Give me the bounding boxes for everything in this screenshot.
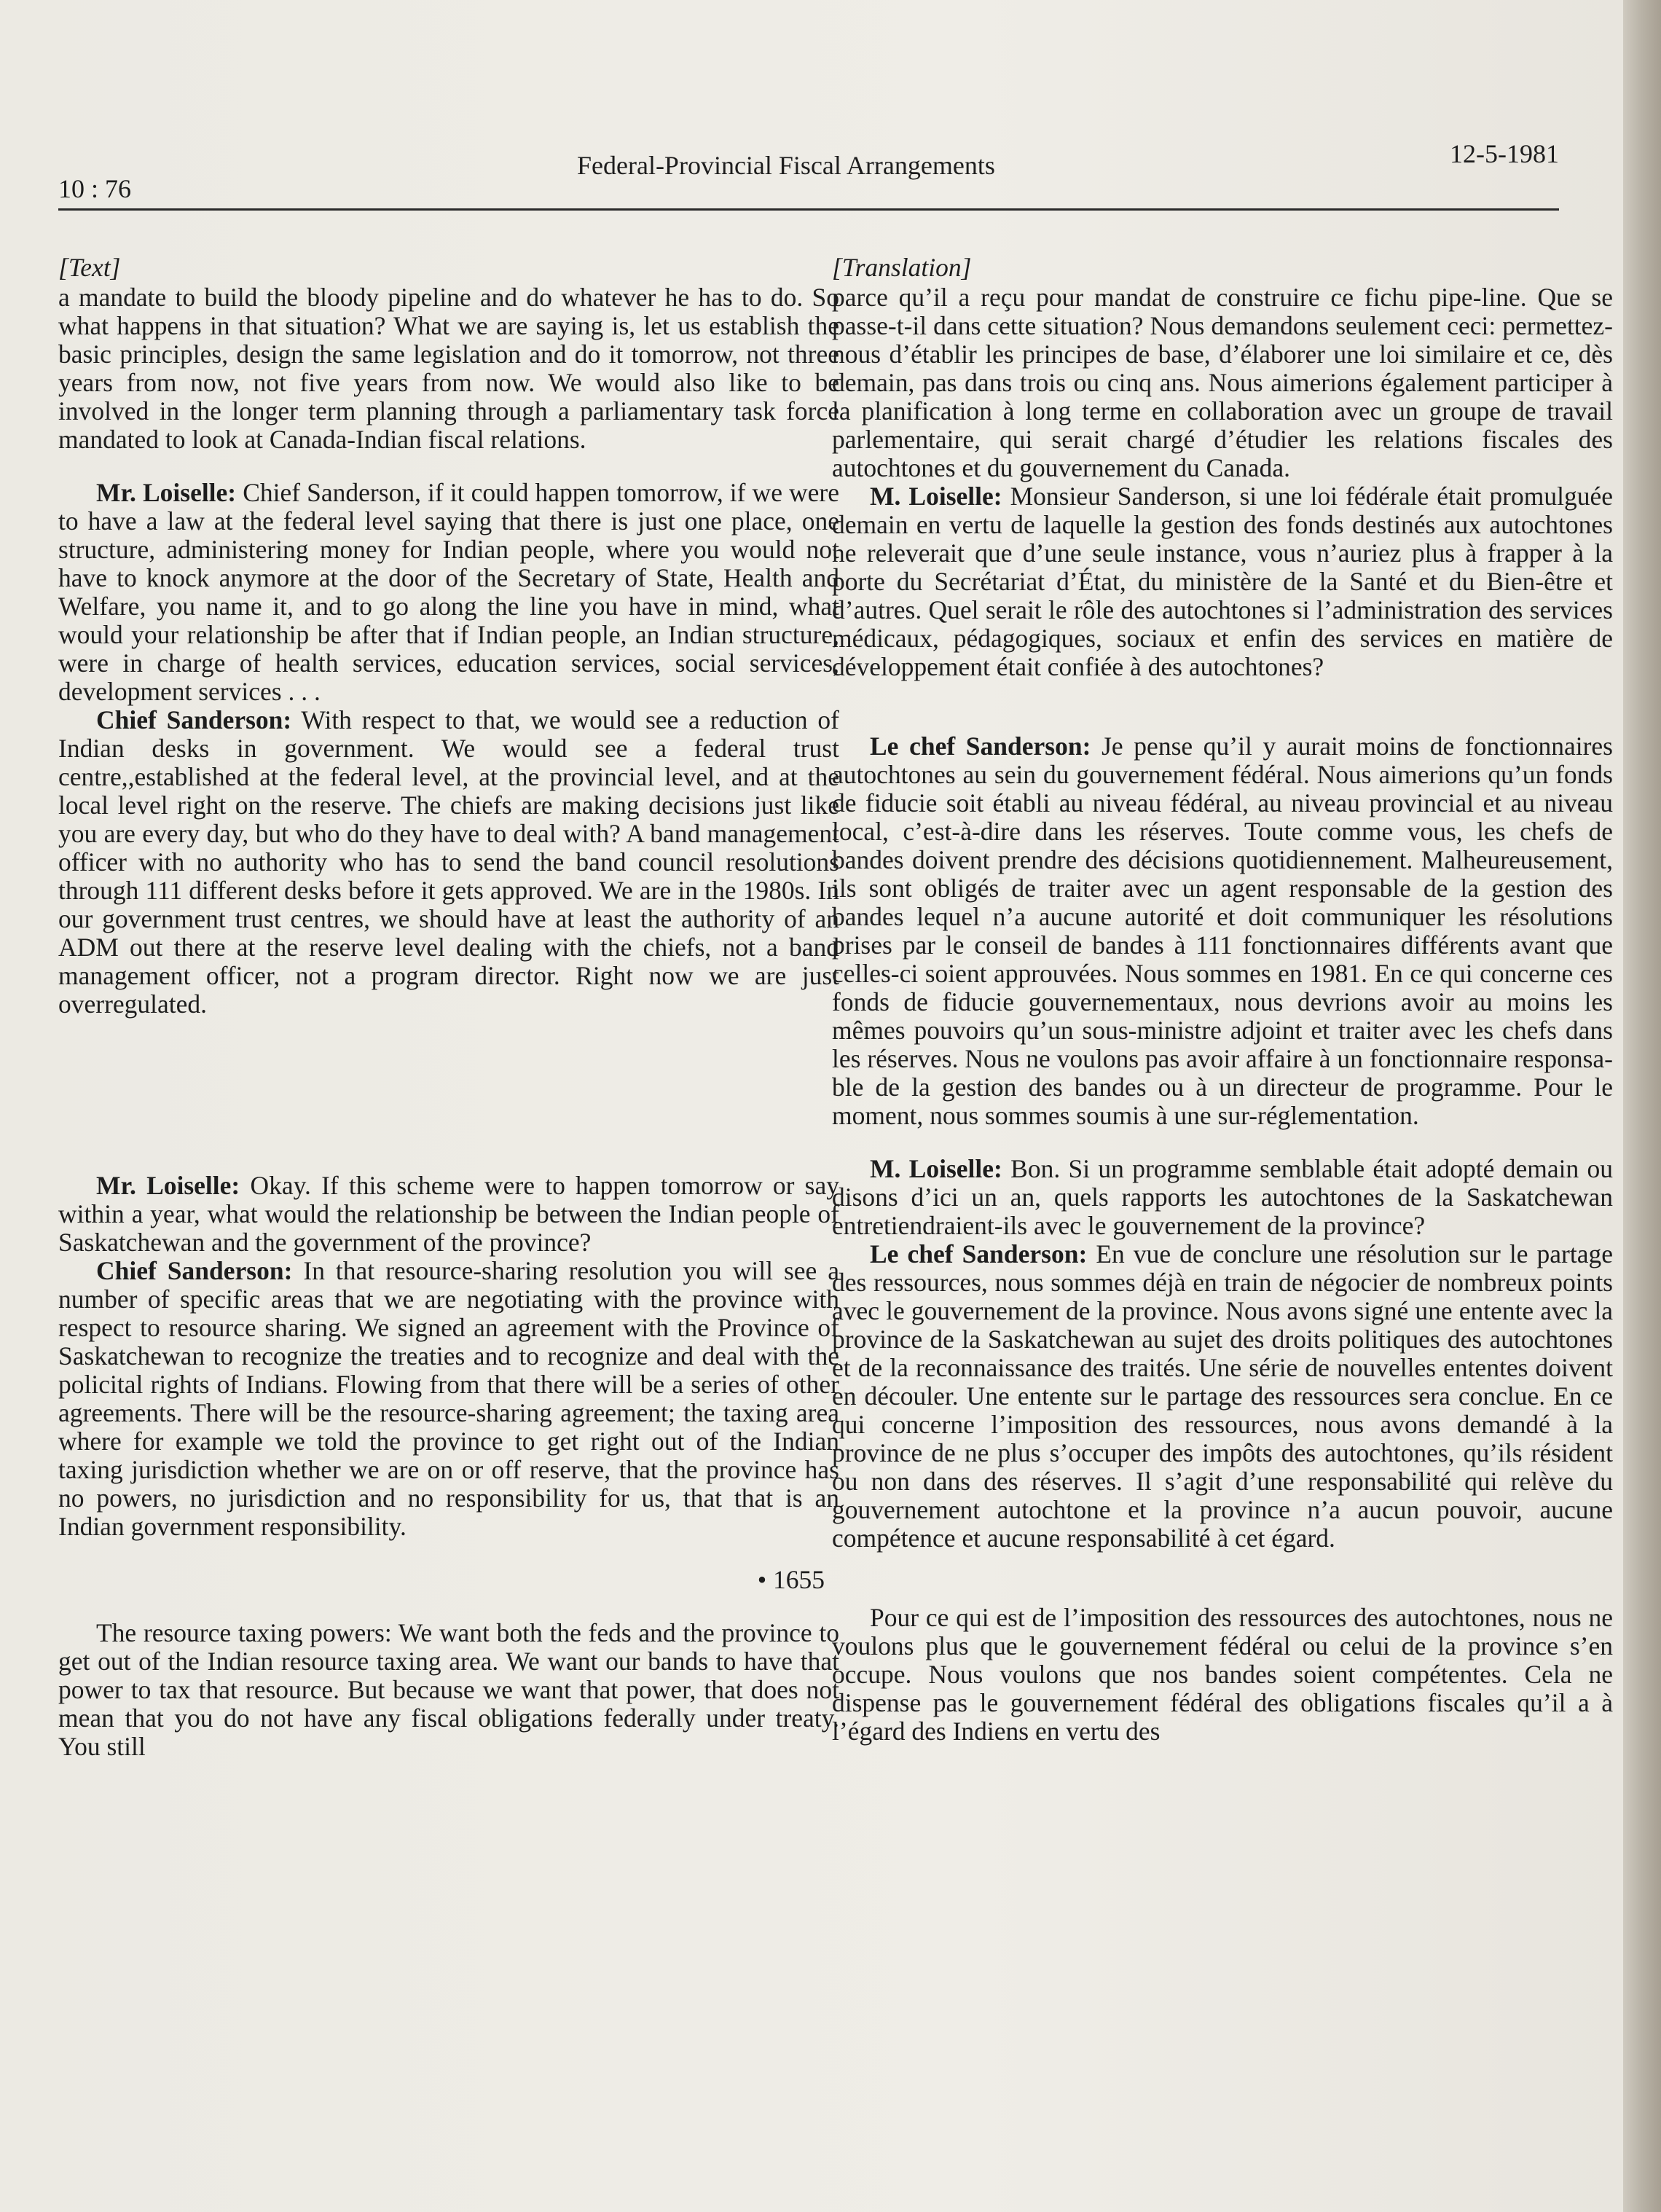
paragraph: parce qu’il a reçu pour mandat de construire ce fichu pipe-line. Que se passe-t-il dans cette situation? Nous demandons seulement ceci: permettez-nous d’établir les principes de base, d’élaborer une loi similaire et ce, dès demain, pas dans trois ou cinq ans. Nous aimerions également participer à la planification à long terme en collaboration avec un groupe de travail parlementaire, qui serait chargé d’étudier les relations fiscales des autochtones et du gouvernement du Canada.: [832, 283, 1613, 482]
paragraph: [832, 482, 1613, 681]
page-edge: [1623, 0, 1661, 2212]
english-column: [58, 254, 839, 1761]
paragraph: [58, 706, 839, 1019]
french-column: [832, 254, 1613, 1746]
running-title: Federal-Provincial Fiscal Arrangements: [577, 151, 995, 180]
speech-text: Je pense qu’il y aurait moins de fonctionnaires autochtones au sein du gouvernement fédéral. Nous aimerions qu’un fonds de fiducie soit établi au niveau fédéral, au niveau provincial et au niveau local, c’est-à-dire dans les réserves. Toute comme vous, les chefs de bandes doivent prendre des décisions quotidiennement. Malheureusement, ils sont obligés de traiter avec un agent responsable de la gestion des bandes lequel n’a aucune autorité et doit communiquer les résolutions prises par le conseil de bandes à 111 fonctionnaires différents avant que celles-ci soient approuvées. Nous sommes en 1981. En ce qui concerne ces fonds de fiducie gouvernementaux, nous devrions avoir au moins les mêmes pouvoirs qu’un sous-ministre adjoint et traiter avec les chefs dans les réserves. Nous ne voulons pas avoir affaire à un fonctionnaire responsable de la gestion des bandes ou à un directeur de programme. Pour le moment, nous sommes soumis à une sur-réglementation.: [832, 732, 1613, 1130]
section-label-translation: [Translation]: [832, 253, 972, 282]
speech-text: With respect to that, we would see a reduction of Indian desks in government. We would see a federal trust centre,,established at the federal level, at the provincial level, and at the local level right on the reserve. The chiefs are making decisions just like you are every day, but who do they have to deal with? A band management officer with no authority who has to send the band council resolutions through 111 different desks before it gets approved. We are in the 1980s. In our government trust centres, we should have at least the authority of an ADM out there at the reserve level dealing with the chiefs, not a band management officer, not a program director. Right now we are just overregulated.: [58, 705, 839, 1019]
paragraph: a mandate to build the bloody pipeline and do whatever he has to do. So what happens in that situation? What we are saying is, let us establish the basic principles, design the same legislation and do it tomorrow, not three years from now, not five years from now. We would also like to be involved in the longer term planning through a parliamentary task force mandated to look at Canada-Indian fiscal relations.: [58, 283, 839, 454]
paragraph: [832, 1155, 1613, 1240]
speaker-name: Le chef Sanderson:: [870, 1239, 1088, 1268]
speaker-name: Le chef Sanderson:: [870, 732, 1091, 761]
speaker-name: Chief Sanderson:: [96, 705, 292, 734]
time-stamp: • 1655: [757, 1565, 825, 1594]
speech-text: Chief Sanderson, if it could happen tomorrow, if we were to have a law at the federal level saying that there is just one place, one structure, administering money for Indian people, where you would not have to knock anymore at the door of the Secretary of State, Health and Welfare, you name it, and to go along the line you have in mind, what would your relationship be after that if Indian people, an Indian structure, were in charge of health services, education services, social services, development services . . .: [58, 478, 840, 706]
paragraph: [832, 1240, 1613, 1553]
paragraph: The resource taxing powers: We want both the feds and the province to get out of the Indian resource taxing area. We want our bands to have that power to tax that resource. But because we want that power, that does not mean that you do not have any fiscal obligations federally under treaty. You still: [58, 1618, 839, 1761]
speaker-name: M. Loiselle:: [870, 1154, 1002, 1183]
page-number: 10 : 76: [58, 174, 132, 203]
paragraph: [58, 1257, 839, 1541]
page-header: [58, 138, 1559, 219]
speech-text: Okay. If this scheme were to happen tomorrow or say within a year, what would the relationship be between the Indian people of Saskatchewan and the government of the province?: [58, 1171, 839, 1257]
header-rule: [58, 208, 1559, 211]
speaker-name: Mr. Loiselle:: [96, 478, 237, 507]
speaker-name: Mr. Loiselle:: [96, 1171, 240, 1200]
paragraph: [832, 732, 1613, 1130]
section-label-text: [Text]: [58, 253, 121, 282]
speech-text: In that resource-sharing resolution you will see a number of specific areas that we are negotiating with the province with respect to resource sharing. We signed an agreement with the Province of Saskatchewan to recognize the treaties and to recognize and deal with the policital rights of Indians. Flowing from that there will be a series of other agreements. There will be the resource-sharing agreement; the taxing area where for example we told the province to get right out of the Indian taxing jurisdiction whether we are on or off reserve, that the province has no powers, no jurisdiction and no responsibility for us, that that is an Indian government responsibility.: [58, 1256, 839, 1541]
paragraph: [58, 1172, 839, 1257]
speech-text: Monsieur Sanderson, si une loi fédérale était promulguée demain en vertu de laquelle la gestion des fonds destinés aux autochtones ne releverait que d’une seule instance, vous n’auriez plus à frapper à la porte du Secrétariat d’État, du ministère de la Santé et du Bien-être et d’autres. Quel serait le rôle des autochtones si l’administration des services médicaux, pédagogiques, sociaux et enfin des services en matière de développement était confiée à des autochtones?: [832, 482, 1613, 681]
paragraph: Pour ce qui est de l’imposition des ressources des autochtones, nous ne voulons plus que le gouvernement fédéral ou celui de la province s’en occupe. Nous voulons que nos bandes soient compétentes. Cela ne dispense pas le gouvernement fédéral des obligations fiscales qu’il a à l’égard des Indiens en vertu des: [832, 1603, 1613, 1746]
speech-text: Bon. Si un programme semblable était adopté demain ou disons d’ici un an, quels rapports les autochtones de la Saskatchewan entretiendraient-ils avec le gouvernement de la province?: [832, 1154, 1613, 1240]
speech-text: En vue de conclure une résolution sur le partage des ressources, nous sommes déjà en train de négocier de nombreux points avec le gouvernement de la province. Nous avons signé une entente avec la province de la Saskatchewan au sujet des droits politiques des autochtones et de la reconnaissance des traités. Une série de nouvelles ententes doivent en découler. Une entente sur le partage des ressources sera conclue. En ce qui concerne l’imposition des ressources, nous avons demandé à la province de ne plus s’occuper des impôts des autochtones, qu’ils résident ou non dans des réserves. Il s’agit d’une responsabilité qui relève du gouvernement autochtone et la province n’a aucun pouvoir, aucune compétence et aucune responsabilité à cet égard.: [832, 1239, 1613, 1553]
header-date: 12-5-1981: [1450, 139, 1559, 168]
speaker-name: M. Loiselle:: [870, 482, 1002, 511]
paragraph: [58, 479, 839, 706]
speaker-name: Chief Sanderson:: [96, 1256, 293, 1285]
